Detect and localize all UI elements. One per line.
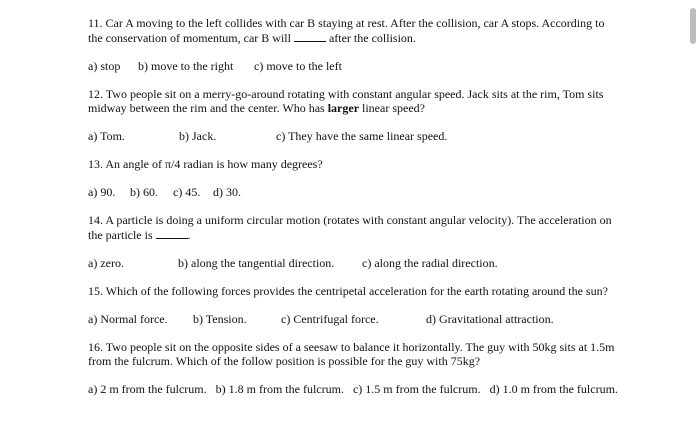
q12-text-before-bold: 12. Two people sit on a merry-go-around rotating with constant angular speed. Jack sits at the rim, Tom sits midway between the rim and the center. Who has bbox=[88, 87, 604, 115]
question-list bbox=[88, 16, 618, 410]
q13-option-a: a) 90. bbox=[88, 185, 116, 199]
q13-options bbox=[88, 185, 618, 199]
q14-text-after-blank: . bbox=[187, 228, 191, 242]
question-12 bbox=[88, 87, 618, 115]
q12-options bbox=[88, 129, 618, 143]
q14-option-c: c) along the radial direction. bbox=[362, 256, 498, 270]
question-13: 13. An angle of π/4 radian is how many degrees? bbox=[88, 157, 323, 171]
question-11 bbox=[88, 16, 618, 45]
q15-option-c: c) Centrifugal force. bbox=[281, 312, 379, 326]
q15-option-a: a) Normal force. bbox=[88, 312, 168, 326]
q16-option-b: b) 1.8 m from the fulcrum. bbox=[215, 382, 344, 396]
q11-option-b: b) move to the right bbox=[138, 59, 234, 73]
q16-options bbox=[88, 382, 618, 396]
q11-text-before-blank: 11. Car A moving to the left collides with car B staying at rest. After the collision, car A stops. According to the conservation of momentum, car B will bbox=[88, 16, 605, 45]
q15-options bbox=[88, 312, 618, 326]
q15-option-d: d) Gravitational attraction. bbox=[426, 312, 554, 326]
q13-option-b: b) 60. bbox=[130, 185, 158, 199]
question-14 bbox=[88, 213, 618, 242]
q16-option-a: a) 2 m from the fulcrum. bbox=[88, 382, 207, 396]
q11-options bbox=[88, 59, 618, 73]
q13-option-d: d) 30. bbox=[213, 185, 241, 199]
q16-option-c: c) 1.5 m from the fulcrum. bbox=[352, 382, 481, 396]
q12-text-after-bold: linear speed? bbox=[362, 101, 425, 115]
q12-option-a: a) Tom. bbox=[88, 129, 125, 143]
q14-text-before-blank: 14. A particle is doing a uniform circular motion (rotates with constant angular velocity). The acceleration on the particle is bbox=[88, 213, 612, 242]
q12-option-b: b) Jack. bbox=[179, 129, 217, 143]
question-16: 16. Two people sit on the opposite sides of a seesaw to balance it horizontally. The guy with 50kg sits at 1.5m from the fulcrum. Which of the follow position is possible for the guy with 75kg? bbox=[88, 340, 615, 368]
q13-option-c: c) 45. bbox=[173, 185, 201, 199]
q14-options bbox=[88, 256, 618, 270]
vertical-scrollbar[interactable] bbox=[690, 8, 696, 44]
q12-bold-word: larger bbox=[327, 101, 360, 115]
q14-blank bbox=[156, 227, 188, 239]
q16-option-d: d) 1.0 m from the fulcrum. bbox=[489, 382, 618, 396]
q11-blank bbox=[294, 30, 326, 42]
q14-option-b: b) along the tangential direction. bbox=[178, 256, 335, 270]
q11-text-after-blank: after the collision. bbox=[328, 31, 416, 45]
q14-option-a: a) zero. bbox=[88, 256, 124, 270]
q12-option-c: c) They have the same linear speed. bbox=[276, 129, 448, 143]
question-15: 15. Which of the following forces provides the centripetal acceleration for the earth rotating around the sun? bbox=[88, 284, 608, 298]
q15-option-b: b) Tension. bbox=[193, 312, 247, 326]
q11-option-a: a) stop bbox=[88, 59, 121, 73]
q11-option-c: c) move to the left bbox=[254, 59, 342, 73]
